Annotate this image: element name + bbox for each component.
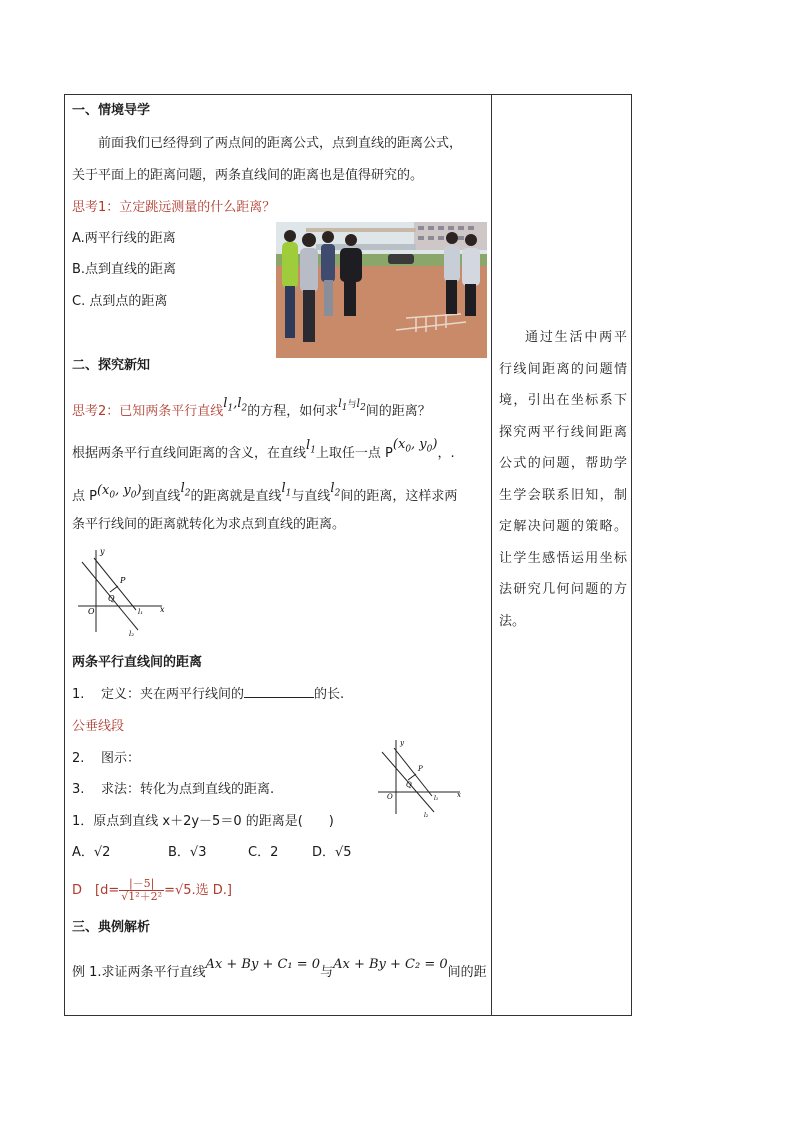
svg-text:l₂: l₂ — [129, 630, 135, 638]
option-c: C. 点到点的距离 — [72, 294, 168, 309]
svg-text:Q: Q — [108, 594, 115, 603]
explain-line2: 点 $P(x_0$, $y_0$)到直线$l_2$的距离就是直线$l_1$与直线$l_2$间的距离，这样求两 — [72, 481, 458, 504]
svg-text:l₂: l₂ — [424, 812, 429, 818]
q2-symbols-pair: l1与l2 — [338, 397, 366, 414]
long-jump-photo — [276, 222, 487, 358]
svg-text:y: y — [100, 547, 105, 556]
parallel-lines-figure-small — [374, 736, 466, 818]
svg-text:x: x — [457, 791, 461, 799]
distance-subheading: 两条平行直线间的距离 — [72, 655, 203, 670]
definition-answer: 公垂线段 — [72, 719, 125, 734]
illustration-line: 2. 图示： — [72, 751, 140, 766]
column-divider — [491, 94, 492, 1016]
exercise-option-c: C．2 — [248, 845, 279, 860]
svg-text:l₁: l₁ — [138, 608, 144, 616]
svg-text:x: x — [160, 605, 165, 614]
q2-prefix: 思考2：已知两条平行直线 — [72, 404, 224, 419]
section3-heading: 三、典例解析 — [72, 920, 151, 935]
exercise-option-b: B．√3 — [168, 845, 207, 860]
svg-text:Q: Q — [406, 781, 412, 789]
intro-line2: 关于平面上的距离问题，两条直线间的距离也是值得研究的。 — [72, 168, 424, 183]
option-a: A.两平行线的距离 — [72, 231, 176, 246]
explain-line3: 条平行线间的距离就转化为求点到直线的距离。 — [72, 517, 346, 532]
option-b: B.点到直线的距离 — [72, 262, 177, 277]
definition-blank — [244, 685, 314, 698]
exercise-question: 1．原点到直线 x＋2y－5＝0 的距离是( ) — [72, 814, 334, 829]
section2-heading: 二、探究新知 — [72, 358, 151, 373]
question2 — [72, 396, 431, 427]
exercise-option-d: D．√5 — [312, 845, 352, 860]
q2-mid: 的方程，如何求 — [247, 404, 339, 419]
intro-line1: 前面我们已经得到了两点间的距离公式，点到直线的距离公式， — [98, 136, 463, 151]
q2-suffix: 间的距离？ — [365, 404, 431, 419]
svg-text:P: P — [120, 576, 126, 585]
section1-heading: 一、情境导学 — [72, 103, 151, 118]
svg-text:O: O — [387, 793, 393, 801]
q2-symbols-lines: $l_1,l_2$ — [223, 396, 248, 414]
parallel-lines-figure — [74, 546, 170, 638]
exercise-option-a: A．√2 — [72, 845, 111, 860]
explain-line1: 根据两条平行直线间距离的含义，在直线$l_1$上取任一点 $P(x_0$, $y_0$)，. — [72, 437, 455, 461]
example1-line: 例 1.求证两条平行直线Ax + By + C₁ = 0与Ax + By + C₂ = 0间的距 — [72, 957, 487, 980]
svg-text:l₁: l₁ — [434, 795, 439, 802]
teaching-note: 通过生活中两平行线间距离的问题情境，引出在坐标系下探究两平行线间距离公式的问题，帮助学生学会联系旧知，制定解决问题的策略。让学生感悟运用坐标法研究几何问题的方法。 — [499, 330, 627, 629]
definition-line: 1. 定义：夹在两平行线间的 的长. — [72, 687, 345, 702]
method-line: 3. 求法：转化为点到直线的距离. — [72, 782, 275, 797]
exercise-answer: D [d= $\frac{|-5|}{\text{√1²＋2²}}$ =√5.选 D.] — [72, 877, 232, 903]
svg-text:O: O — [88, 607, 95, 616]
question1: 思考1：立定跳远测量的什么距离？ — [72, 200, 276, 215]
svg-text:y: y — [400, 739, 404, 747]
svg-text:P: P — [418, 765, 423, 773]
